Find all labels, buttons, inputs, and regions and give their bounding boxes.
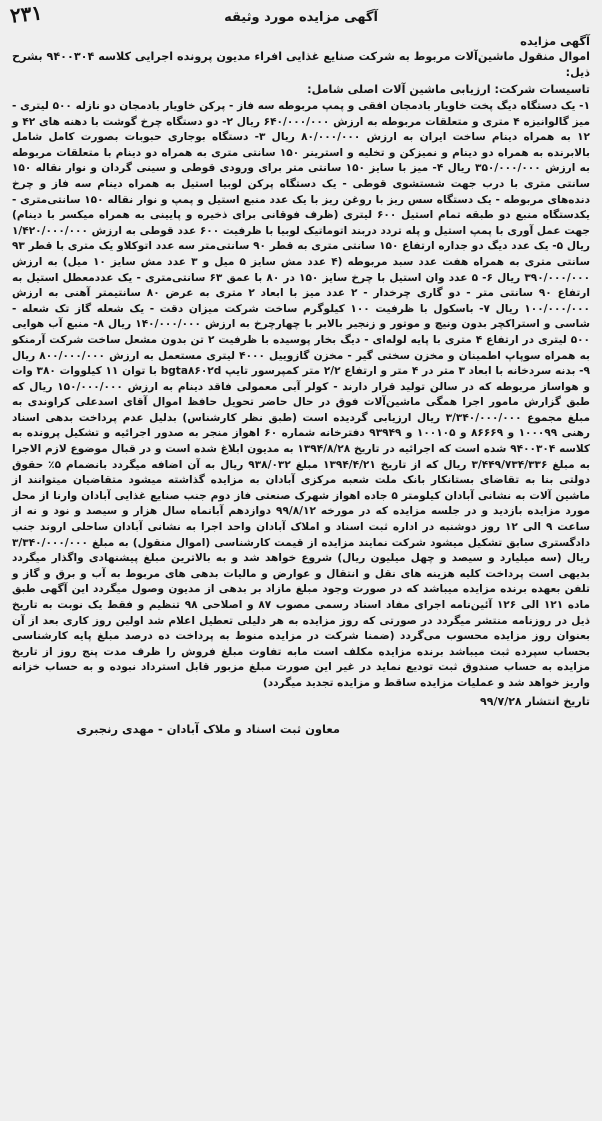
notice-subtitle: آگهی مزایده	[520, 34, 590, 48]
signature: معاون ثبت اسناد و ملاک آبادان - مهدی رنجبری	[76, 721, 340, 736]
notice-title: آگهی مزایده مورد وثیقه	[224, 10, 378, 25]
notice-subject: اموال منقول ماشین‌آلات مربوط به شرکت صنایع غذایی افراء مدیون پرونده اجرایی کلاسه ۹۴۰۰۳۰۴ بشرح ذیل:	[12, 50, 590, 79]
publish-date: تاریخ انتشار ۹۹/۷/۲۸	[480, 694, 590, 708]
notice-body: ۱- یک دستگاه دیگ پخت خاویار بادمجان افقی و پمپ مربوطه سه فاز - پرکن خاویار بادمجان دو نازله ۵۰۰ لیتری - میز گالوانیزه ۴ متری و متعلقات مربوطه به ارزش ۶۴۰/۰۰۰/۰۰۰ ریال ۲- دو دستگاه چرخ گوشت با دهنه های ۴۲ و ۱۲ به همراه دینام ساخت ایران به ارزش ۸۰/۰۰۰/۰۰۰ ریال ۳- دستگاه بوجاری حبوبات بصورت کامل شامل بالابرنده به همراه دو دینام و نمیزکن و تخلیه و استرینر ۱۵۰ سانتی متری به همراه دو دینام با متعلقات مربوطه به ارزش ۳۵۰/۰۰۰/۰۰۰ ریال ۴- میز با سایز ۱۵۰ سانتی متر برای ورودی قوطی و سینی گردان و نوار نقاله ۱۵۰ سانتی متری با درب جهت شستشوی قوطی - یک دستگاه پرکن لوبیا استیل به همراه دینام سه فاز و چرخ دنده‌های مربوطه - یک دستگاه سس ریز با روغن ریز با یک عدد منبع استیل و پمپ و نوار نقاله ۱۵۰ سانتی‌متری - یکدستگاه منبع دو طبقه تمام استیل ۶۰۰ لیتری (ظرف فوقانی برای ذخیره و پایینی به همراه میکسر با دینام) جهت عمل آوری با پمپ استیل و پله تردد دربند اتوماتیک لوبیا با ظرفیت ۶۰۰ عدد قوطی به ارزش ۱/۴۲۰/۰۰۰/۰۰۰ ریال ۵- یک عدد دیگ دو جداره ارتفاع ۱۵۰ سانتی متری به قطر ۹۰ سانتی‌متر سه عدد اتوکلاو یک متری با قطر ۹۳ سانتی متری به همراه هفت عدد سبد مربوطه (۴ عدد مش سایز ۵ میل و ۳ عدد مش سایز ۱۰ میل) به ارزش ۳۹۰/۰۰۰/۰۰۰ ریال ۶- ۵ عدد وان استیل با چرخ سایز ۱۵۰ در ۸۰ با عمق ۶۳ سانتی‌متری - یک عددمعطل استیل به ارتفاع ۹۰ سانتی متر - دو گاری چرخدار - ۲ عدد میز با ابعاد ۲ متری به عرض ۸۰ سانتیمتر آهنی به ارزش ۱۰۰/۰۰۰/۰۰۰ ریال ۷- باسکول با ظرفیت ۱۰۰ کیلوگرم ساخت شرکت میزان دقت - یک شعله گاز تک شعله - شاسی و استراکچر بدون ونیچ و موتور و زنجیر بالابر با چهارچرخ به ارزش ۱۴۰/۰۰۰/۰۰۰ ریال ۸- منبع آب هوایی ۵۰۰ لیتری در ارتفاع ۴ متری با پایه لوله‌ای - دیگ بخار پوسیده با ظرفیت ۲ تن بدون مشعل ساخت شرکت آرمنکو به همراه سوپاپ اطمینان و مخزن سختی گیر - مخزن گازوییل ۴۰۰۰ لیتری مستعمل به ارزش ۸۰۰/۰۰۰/۰۰۰ ریال ۹- بدنه سردخانه با ابعاد ۳ متر در ۴ متر و ارتفاع ۲/۲ متر کمپرسور تایپ bgta۸۶۰۲d با توان ۱۱ کیلووات ۳۸۰ وات و هواساز مربوطه که در سالن تولید قرار دارند - کولر آبی معمولی فاقد دینام به ارزش ۱۵۰/۰۰۰/۰۰۰ ریال که طبق گزارش مامور اجرا همگی ماشین‌آلات فوق در حال حاضر تحویل حافظ اموال آقای اسدعلی کراوندی به مبلغ مجموع ۳/۳۴۰/۰۰۰/۰۰۰ ریال ارزیابی گردیده است (طبق نظر کارشناس) بدلیل عدم پرداخت بدهی اسناد رهنی ۱۰۰۰۹۹ و ۸۶۶۶۹ و ۱۰۰۱۰۵ و ۹۳۹۴۹ دفترخانه شماره ۶۰ اهواز منجر به صدور اجرائیه و تشکیل پرونده به کلاسه ۹۴۰۰۳۰۴ شده است که اجرائیه در تاریخ ۱۳۹۴/۸/۲۸ به مدیون ابلاغ شده است و در قبال موضوع لازم الاجرا به مبلغ ۳/۴۴۹/۷۳۴/۳۳۶ ریال که از تاریخ ۱۳۹۴/۴/۲۱ مبلغ ۹۳۸/۰۳۲ ریال به آن اضافه میگردد بانضمام ۵٪ حقوق دولتی بنا به تقاضای بستانکار بانک ملت شعبه مرکزی آبادان به مزایده گذاشته میشود متقاضیان میتوانند از ماشین آلات به نشانی آبادان کیلومتر ۵ جاده اهواز شهرک صنعتی فاز دوم جنب صنایع غذایی آبادان وارنا از محل مورد مزایده بازدید و در جلسه مزایده که در مورخه ۹۹/۸/۱۲ دوازدهم آبانماه سال هزار و سیصد و نود و نه از ساعت ۹ الی ۱۲ روز دوشنبه در اداره ثبت اسناد و املاک آبادان واحد اجرا به نشانی آبادان ساحلی اروند جنب دادگستری سابق تشکیل میشود شرکت نمایند مزایده از قیمت کارشناسی (اموال منقول) به مبلغ ۳/۳۴۰/۰۰۰/۰۰۰ ریال (سه میلیارد و سیصد و چهل میلیون ریال) شروع خواهد شد و به بالاترین مبلغ پیشنهادی واگذار میگردد بدیهی است پرداخت کلیه هزینه های نقل و انتقال و عوارض و مالیات بدهی های مربوط به آب و برق و گاز و تلفن بعهده برنده مزایده میباشد که در صورت وجود مبلغ مازاد بر بدهی از مدیون وصول میگردد این آگهی طبق ماده ۱۲۱ الی ۱۲۶ آئین‌نامه اجرای مفاد اسناد رسمی مصوب ۸۷ و اصلاحی ۹۸ تنظیم و فقط یک نوبت به تاریخ ذیل در روزنامه منتشر میگردد در صورتی که روز مزایده به هر دلیلی تعطیل اعلام شد اولین روز کاری بعد از آن بعنوان روز مزایده محسوب می‌گردد (ضمنا شرکت در مزایده منوط به پرداخت ده درصد مبلغ پایه کارشناسی بحساب سپرده ثبت میباشد برنده مزایده مکلف است مابه تفاوت مبلغ فروش را ظرف مدت پنج روز از تاریخ مزایده به حساب صندوق ثبت تودیع نماید در غیر این صورت مبلغ مزبور قابل استرداد نبوده و به حساب خزانه واریز خواهد شد و عملیات مزایده ساقط و مزایده تجدید میگردد)	[12, 100, 591, 689]
section-heading: تاسیسات شرکت: ارزیابی ماشین آلات اصلی شامل:	[307, 83, 590, 96]
handwritten-number: ۲۳۱	[8, 0, 44, 28]
